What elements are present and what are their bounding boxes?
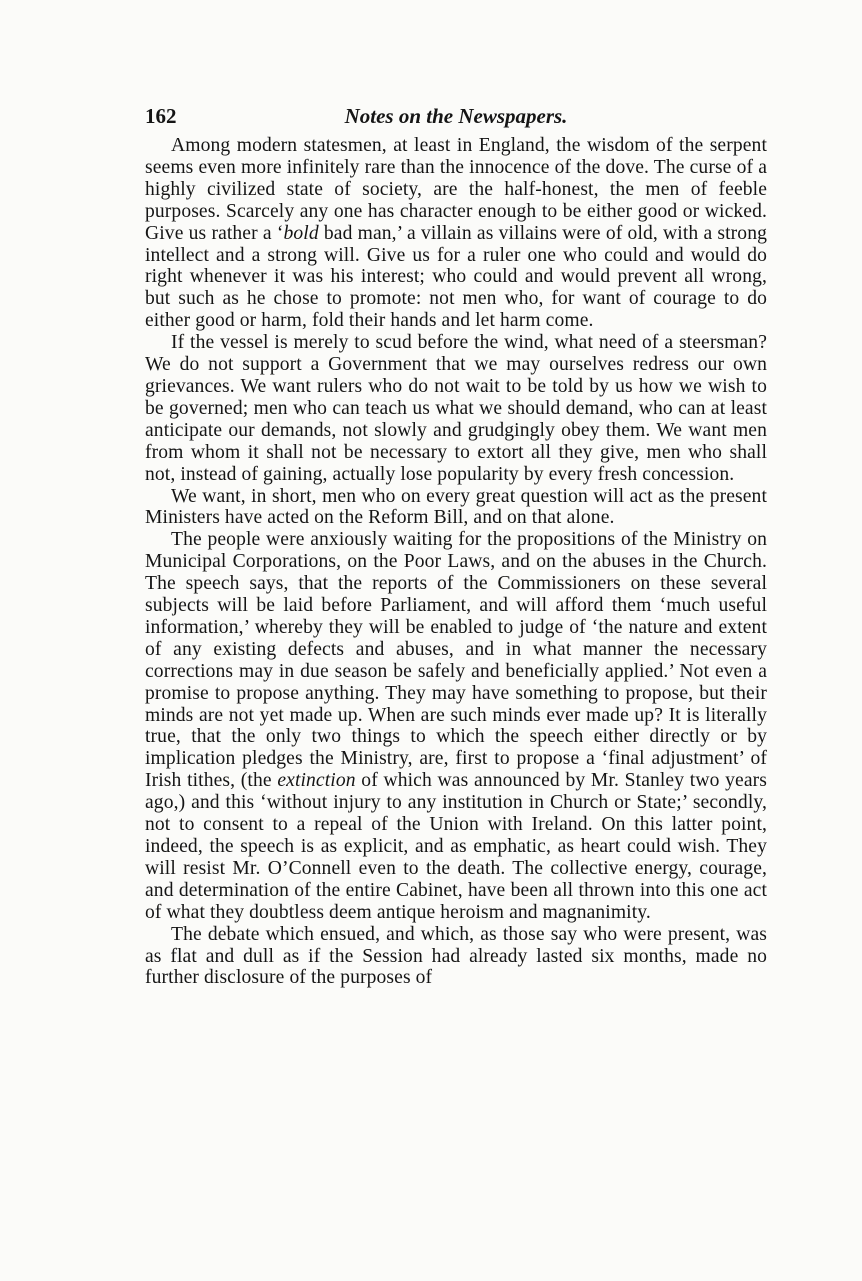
emphasis-text: bold — [283, 222, 319, 244]
text-run: Among modern statesmen, at least in England, the wisdom of the serpent seems even more infinitely rare than the innocence of the dove. The curse of a highly civilized state of society, are the half-honest, the men of feeble purposes. Scarcely any one has character enough to be either good or wicked. Give us rather a ‘ — [145, 135, 767, 244]
text-run: bad man,’ a villain as villains were of old, with a strong intellect and a strong will. Give us for a ruler one who could and would do right whenever it was his interest; who could and would prevent all wrong, but such as he chose to promote: not men who, for want of courage to do either good or harm, fold their hands and let harm come. — [145, 222, 768, 332]
paragraph — [145, 529, 767, 923]
page-number: 162 — [145, 104, 177, 128]
emphasis-text: extinction — [277, 770, 356, 792]
page-header — [145, 104, 767, 128]
text-run: The debate which ensued, and which, as those say who were present, was as flat and dull as if the Session had already lasted six months, made no further disclosure of the purposes of — [145, 923, 767, 989]
running-title: Notes on the Newspapers. — [344, 104, 568, 128]
paragraph — [145, 332, 767, 485]
text-run: If the vessel is merely to scud before the wind, what need of a steersman? We do not support a Government that we may ourselves redress our own grievances. We want rulers who do not wait to be told by us how we wish to be governed; men who can teach us what we should demand, who can at least anticipate our demands, not slowly and grudgingly obey them. We want men from whom it shall not be necessary to extort all they give, men who shall not, instead of gaining, actually lose popularity by every fresh concession. — [145, 332, 767, 485]
text-run: The people were anxiously waiting for the propositions of the Ministry on Municipal Corporations, on the Poor Laws, and on the abuses in the Church. The speech says, that the reports of the Commissioners on these several subjects will be laid before Parliament, and will afford them ‘much useful information,’ whereby they will be enabled to judge of ‘the nature and extent of any existing defects and abuses, and in what manner the necessary corrections may in due season be safely and beneficially applied.’ Not even a promise to propose anything. They may have something to propose, but their minds are not yet made up. When are such minds ever made up? It is literally true, that the only two things to which the speech either directly or by implication pledges the Ministry, are, first to propose a ‘final adjustment’ of Irish tithes, (the — [145, 529, 767, 792]
paragraph — [145, 924, 767, 990]
text-run: We want, in short, men who on every great question will act as the present Ministers have acted on the Reform Bill, and on that alone. — [145, 485, 767, 529]
paragraph — [145, 135, 767, 332]
body-text — [145, 135, 767, 989]
paragraph — [145, 486, 767, 530]
text-run: of which was announced by Mr. Stanley two years ago,) and this ‘without injury to any institution in Church or State;’ secondly, not to consent to a repeal of the Union with Ireland. On this latter point, indeed, the speech is as explicit, and as emphatic, as heart could wish. They will resist Mr. O’Connell even to the death. The collective energy, courage, and determination of the entire Cabinet, have been all thrown into this one act of what they doubtless deem antique heroism and magnanimity. — [145, 770, 768, 923]
